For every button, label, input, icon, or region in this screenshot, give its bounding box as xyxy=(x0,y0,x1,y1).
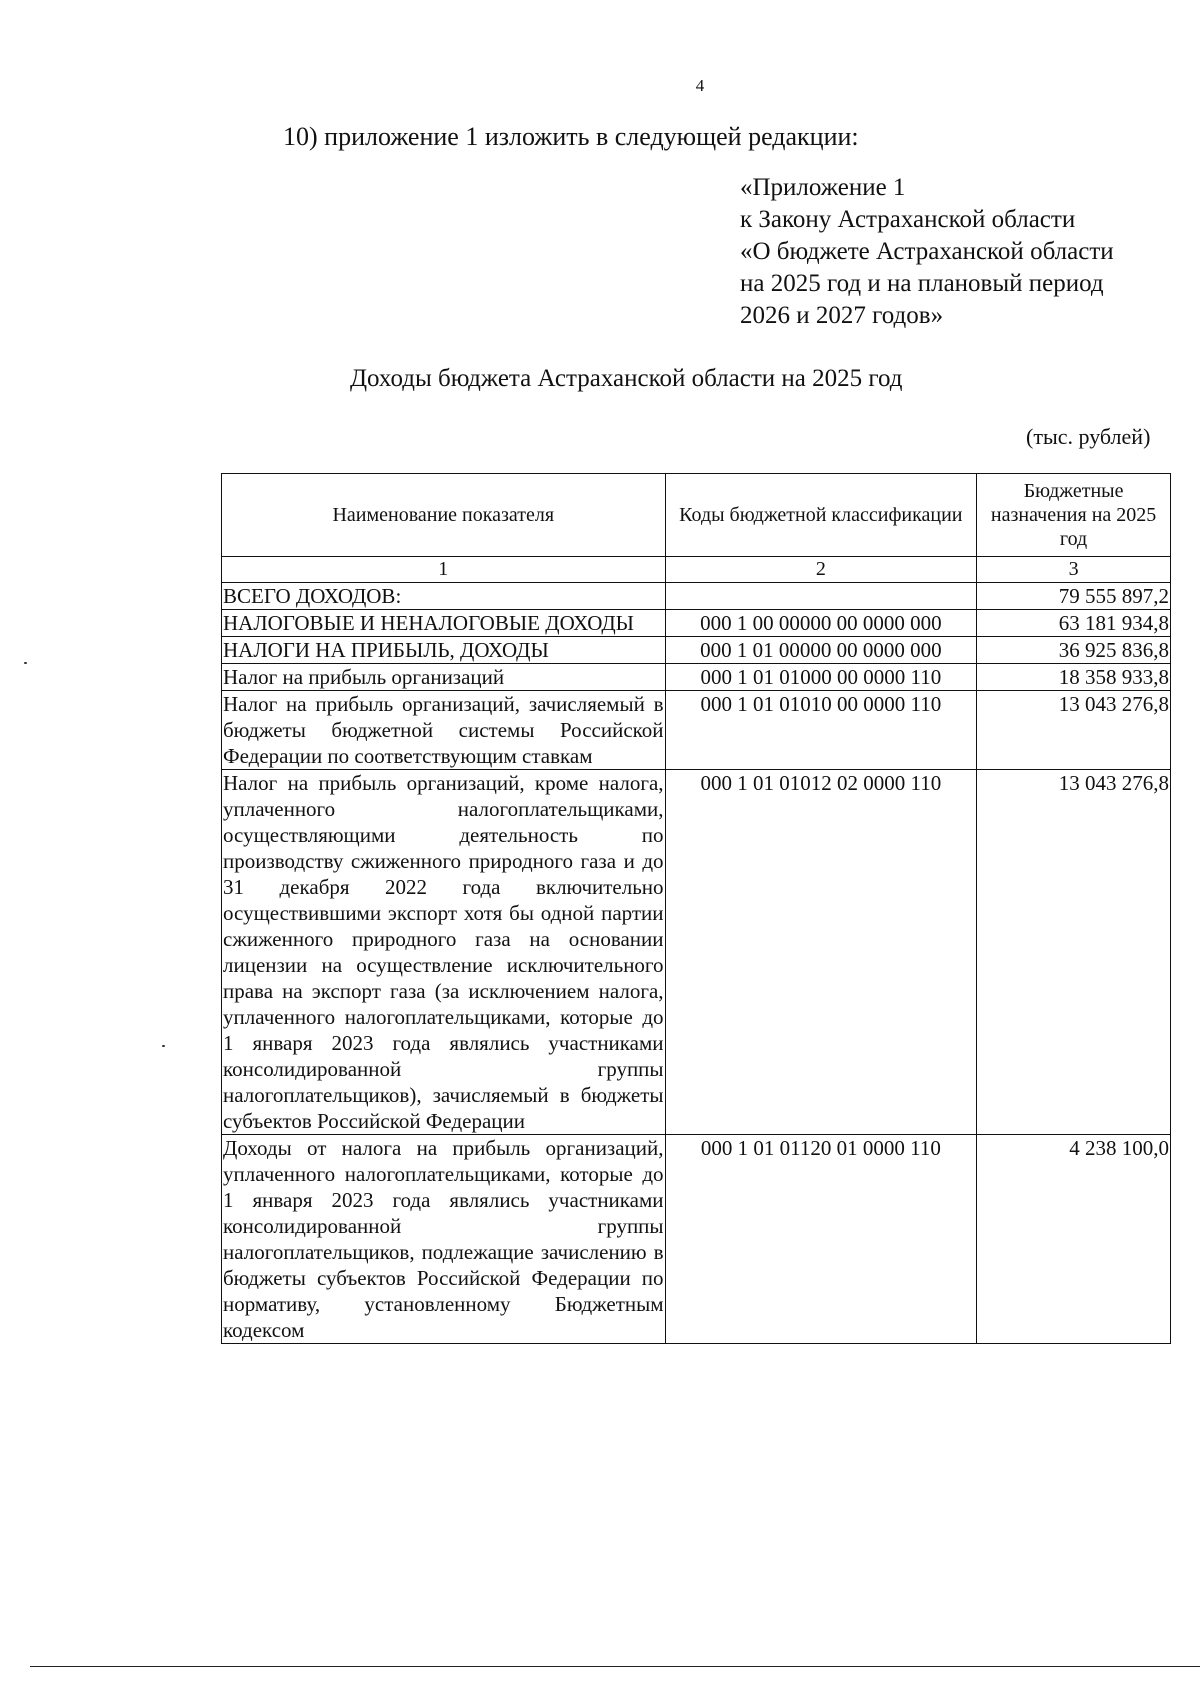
appendix-note-line: 2026 и 2027 годов» xyxy=(740,302,944,329)
scan-speck xyxy=(162,1045,165,1047)
row-amount: 13 043 276,8 xyxy=(977,691,1171,770)
appendix-note xyxy=(740,172,1114,332)
header-indicator-name: Наименование показателя xyxy=(222,474,666,557)
row-code xyxy=(665,583,977,610)
header-classification-codes: Коды бюджетной классификации xyxy=(665,474,977,557)
scan-speck xyxy=(24,662,27,664)
row-name: Доходы от налога на прибыль организаций, уплаченного налогоплательщиками, которые до 1 января 2023 года являлись участниками консолидированной группы налогоплательщиков, подлежащие зачислению в бюджеты субъектов Российской Федерации по нормативу, установленному Бюджетным кодексом xyxy=(223,1136,664,1342)
row-name: НАЛОГОВЫЕ И НЕНАЛОГОВЫЕ ДОХОДЫ xyxy=(222,610,666,637)
row-name: НАЛОГИ НА ПРИБЫЛЬ, ДОХОДЫ xyxy=(222,637,666,664)
table-row xyxy=(222,664,1171,691)
document-title: Доходы бюджета Астраханской области на 2025 год xyxy=(350,365,903,392)
table-row xyxy=(222,1135,1171,1344)
appendix-note-line: «О бюджете Астраханской области xyxy=(740,238,1114,265)
table-row xyxy=(222,770,1171,1135)
table-row xyxy=(222,691,1171,770)
row-amount: 36 925 836,8 xyxy=(977,637,1171,664)
amendment-line: 10) приложение 1 изложить в следующей редакции: xyxy=(283,122,859,151)
row-code: 000 1 00 00000 00 0000 000 xyxy=(665,610,977,637)
row-amount: 63 181 934,8 xyxy=(977,610,1171,637)
column-number: 3 xyxy=(977,557,1171,583)
units-label: (тыс. рублей) xyxy=(1026,424,1151,449)
column-number: 2 xyxy=(665,557,977,583)
row-code: 000 1 01 01012 02 0000 110 xyxy=(665,770,977,1135)
income-table xyxy=(221,473,1171,1344)
appendix-note-line: к Закону Астраханской области xyxy=(740,206,1076,233)
row-code: 000 1 01 01010 00 0000 110 xyxy=(665,691,977,770)
row-code: 000 1 01 01120 01 0000 110 xyxy=(665,1135,977,1344)
row-amount: 18 358 933,8 xyxy=(977,664,1171,691)
table-row xyxy=(222,637,1171,664)
row-amount: 79 555 897,2 xyxy=(977,583,1171,610)
row-name: Налог на прибыль организаций, зачисляемый в бюджеты бюджетной системы Российской Федерации по соответствующим ставкам xyxy=(223,692,664,768)
footer-rule xyxy=(30,1666,1200,1667)
page-number: 4 xyxy=(695,76,705,95)
table-row xyxy=(222,583,1171,610)
row-code: 000 1 01 00000 00 0000 000 xyxy=(665,637,977,664)
column-number: 1 xyxy=(222,557,666,583)
appendix-note-line: «Приложение 1 xyxy=(740,174,906,201)
table-header-row xyxy=(222,474,1171,557)
row-amount: 13 043 276,8 xyxy=(977,770,1171,1135)
row-code: 000 1 01 01000 00 0000 110 xyxy=(665,664,977,691)
table-row xyxy=(222,610,1171,637)
row-name: Налог на прибыль организаций xyxy=(222,664,666,691)
row-amount: 4 238 100,0 xyxy=(977,1135,1171,1344)
column-number-row xyxy=(222,557,1171,583)
appendix-note-line: на 2025 год и на плановый период xyxy=(740,270,1104,297)
header-budget-assignments: Бюджетные назначения на 2025 год xyxy=(977,474,1171,557)
row-name: Налог на прибыль организаций, кроме налога, уплаченного налогоплательщиками, осуществляющими деятельность по производству сжиженного природного газа и до 31 декабря 2022 года включительно осуществившими экспорт хотя бы одной партии сжиженного природного газа на основании лицензии на осуществление исключительного права на экспорт газа (за исключением налога, уплаченного налогоплательщиками, которые до 1 января 2023 года являлись участниками консолидированной группы налогоплательщиков), зачисляемый в бюджеты субъектов Российской Федерации xyxy=(223,771,664,1133)
row-name: ВСЕГО ДОХОДОВ: xyxy=(222,583,666,610)
